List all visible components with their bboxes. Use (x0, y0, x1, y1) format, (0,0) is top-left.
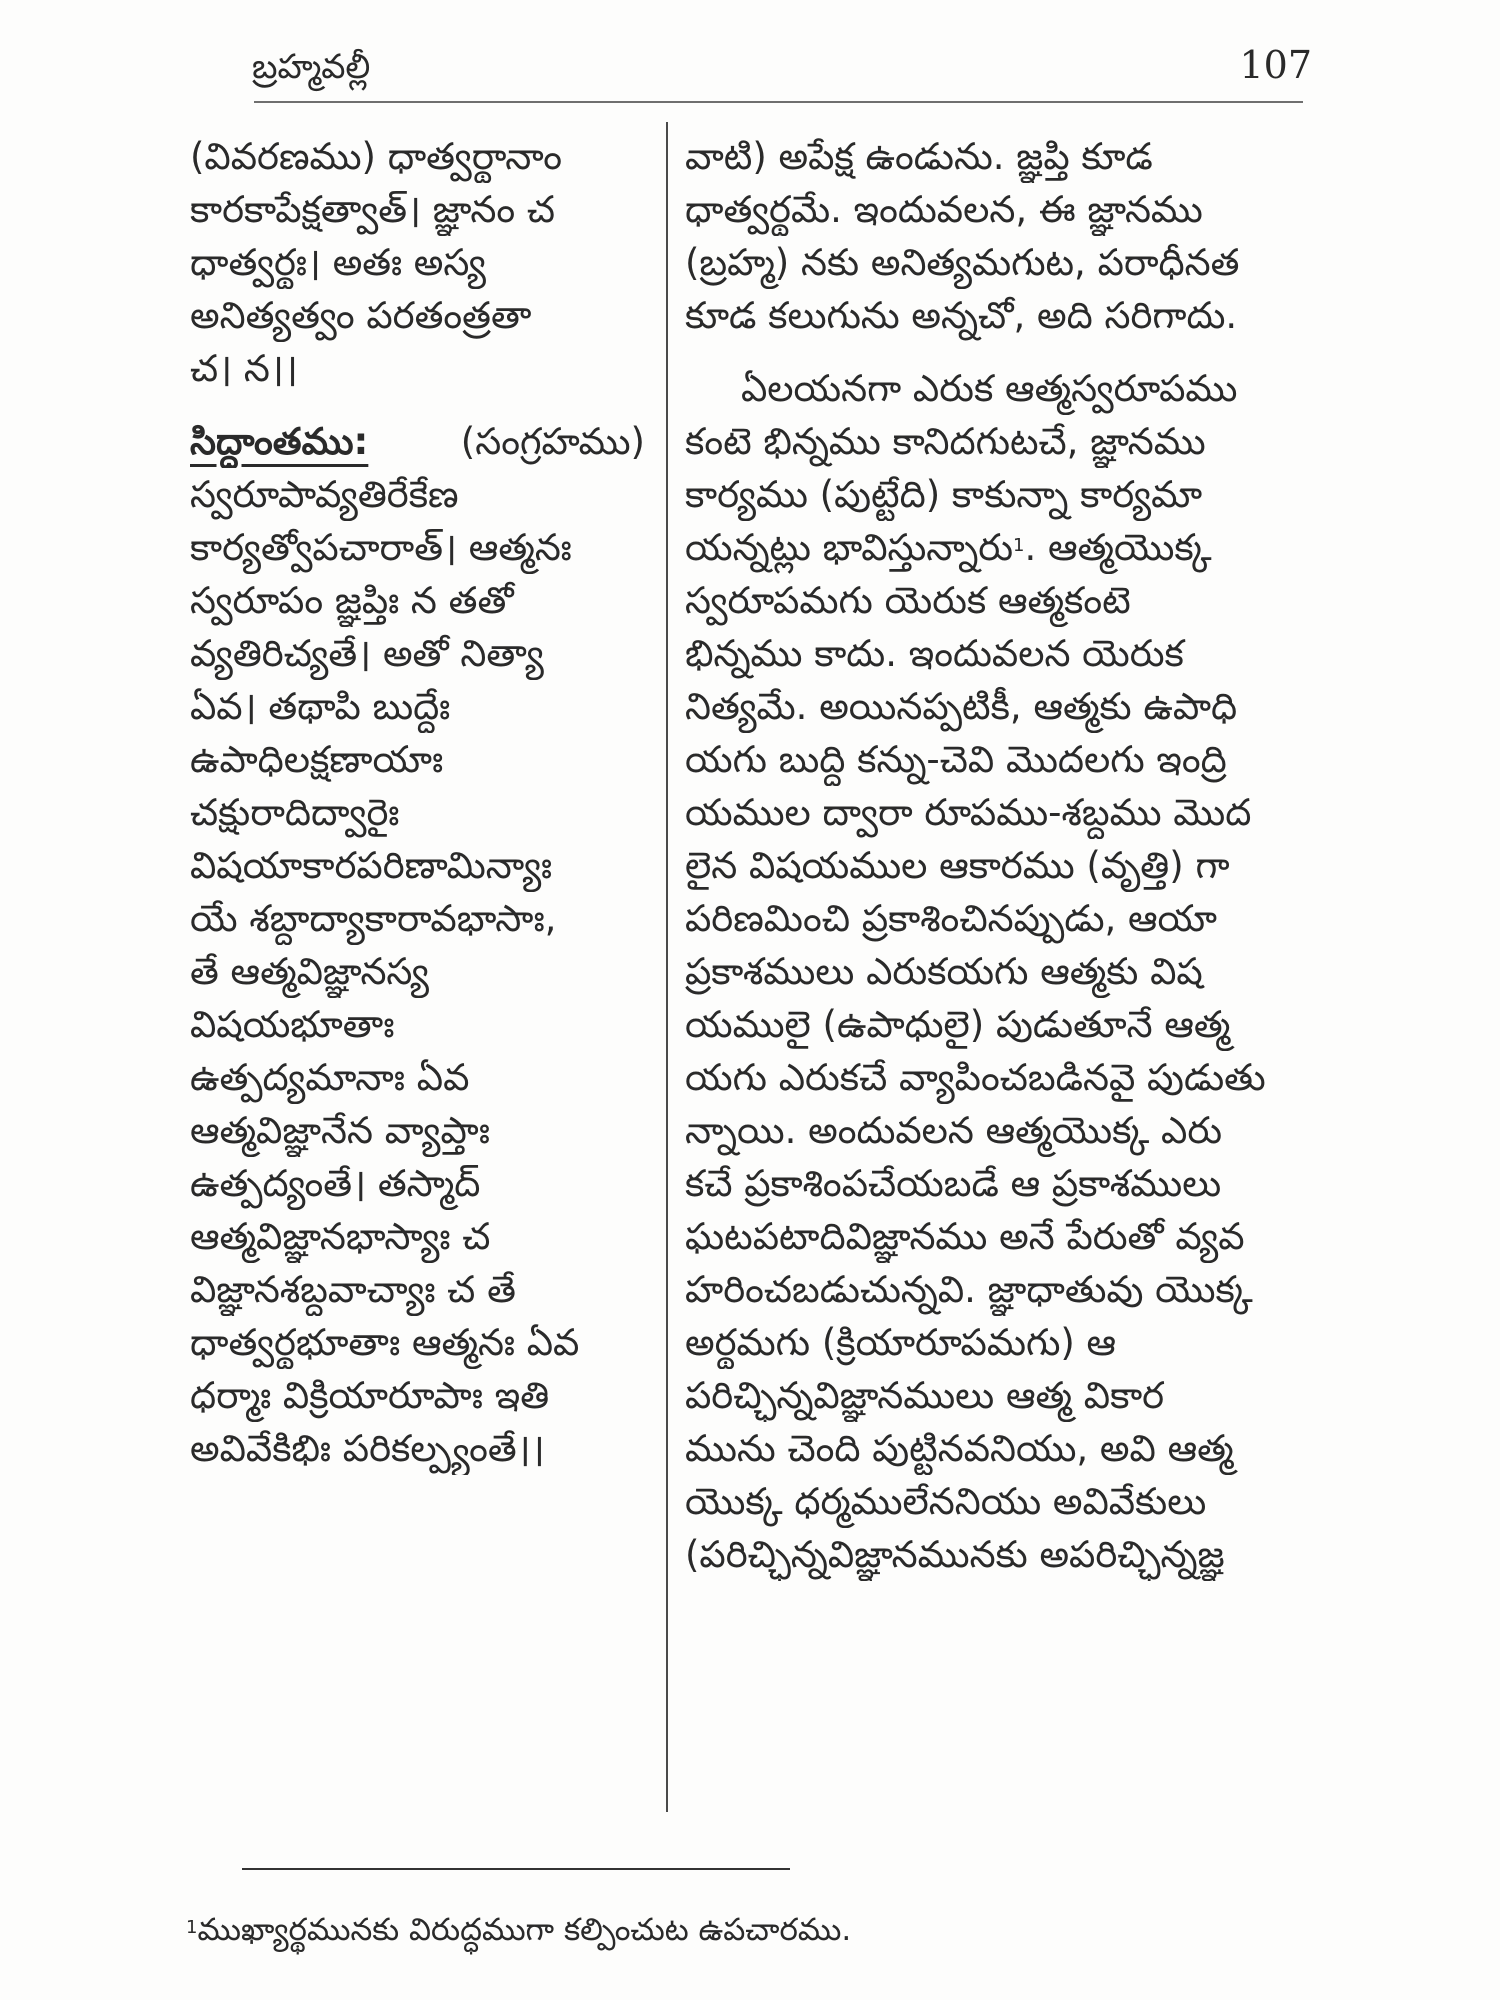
text-line: హరించబడుచున్నవి. జ్ఞాధాతువు యొక్క (685, 1268, 1253, 1311)
siddhanta-heading-line (190, 415, 645, 468)
text-line: నిత్యమే. అయినప్పటికీ, ఆత్మకు ఉపాధి (685, 685, 1238, 728)
text-line: వ్యతిరిచ్యతే। అతో నిత్యా (190, 632, 544, 675)
text-line: యే శబ్దాద్యాకారావభాసాః, (190, 897, 557, 940)
text-line (685, 1581, 1335, 1634)
footnote-text: ముఖ్యార్థమునకు విరుద్ధముగా కల్పించుట ఉపచారము. (197, 1912, 852, 1948)
siddhanta-heading-rest: (సంగ్రహము) (460, 420, 645, 463)
left-intro-paragraph (190, 130, 645, 395)
running-header-title: బ్రహ్మవల్లీ (252, 47, 371, 87)
text-line: కూడ కలుగును అన్నచో, అది సరిగాదు. (685, 294, 1238, 337)
text-line: కారకాపేక్షత్వాత్। జ్ఞానం చ (190, 188, 555, 231)
footnote-reference-marker[interactable]: 1 (1013, 535, 1025, 556)
text-line: యొక్క ధర్మములేననియు అవివేకులు (685, 1480, 1207, 1523)
text-line: భిన్నము కాదు. ఇందువలన యెరుక (685, 632, 1184, 675)
page-number: 107 (1239, 43, 1312, 87)
footnote-rule (242, 1868, 790, 1870)
column-divider (666, 122, 668, 1812)
right-paragraph-2 (685, 362, 1335, 1634)
text-line: ప్రకాశములు ఎరుకయగు ఆత్మకు విష (685, 950, 1203, 993)
header-rule (254, 101, 1303, 103)
text-line: స్వరూపావ్యతిరేకేణ (190, 473, 459, 516)
text-line: (బ్రహ్మ) నకు అనిత్యమగుట, పరాధీనత (685, 241, 1240, 284)
text-segment: యన్నట్లు భావిస్తున్నారు (685, 526, 1013, 569)
text-line: (పరిచ్ఛిన్నవిజ్ఞానమునకు అపరిచ్ఛిన్నజ్ఞ (685, 1533, 1225, 1576)
text-line: ఏవ। తథాపి బుద్ధేః (190, 685, 451, 728)
text-line: కచే ప్రకాశింపచేయబడే ఆ ప్రకాశములు (685, 1162, 1222, 1205)
text-line: ఆత్మవిజ్ఞానేన వ్యాప్తాః (190, 1109, 490, 1152)
right-paragraph-1 (685, 130, 1335, 342)
text-line: స్వరూపం జ్ఞప్తిః న తతో (190, 579, 514, 622)
text-line: ధాత్వర్థభూతాః ఆత్మనః ఏవ (190, 1321, 580, 1364)
text-line: ఆత్మవిజ్ఞానభాస్యాః చ (190, 1215, 491, 1258)
text-line: అనిత్యత్వం పరతంత్రతా (190, 294, 532, 337)
right-column (685, 130, 1335, 1634)
text-line: ఘటపటాదివిజ్ఞానము అనే పేరుతో వ్యవ (685, 1215, 1245, 1258)
text-line: చక్షురాదిద్వారైః (190, 791, 400, 834)
siddhanta-paragraph (190, 415, 645, 1475)
text-line: అవివేకిభిః పరికల్ప్యంతే।। (190, 1427, 545, 1470)
footnote-reference-line (685, 521, 1335, 574)
text-line: వాటి) అపేక్ష ఉండును. జ్ఞప్తి కూడ (685, 135, 1153, 178)
text-line: (వివరణము) ధాత్వర్థానాం (190, 135, 563, 178)
text-line: ధర్మాః విక్రియారూపాః ఇతి (190, 1374, 550, 1417)
text-line: పరిణమించి ప్రకాశించినప్పుడు, ఆయా (685, 897, 1218, 940)
text-line: స్వరూపమగు యెరుక ఆత్మకంటె (685, 579, 1131, 622)
text-line: చ। న।। (190, 347, 298, 390)
text-line: యముల ద్వారా రూపము-శబ్దము మొద (685, 791, 1252, 834)
footnote-marker: 1 (186, 1917, 198, 1938)
text-line: ఏలయనగా ఎరుక ఆత్మస్వరూపము (741, 367, 1238, 410)
text-line: న్నాయి. అందువలన ఆత్మయొక్క ఎరు (685, 1109, 1223, 1152)
text-line: విజ్ఞానశబ్దవాచ్యాః చ తే (190, 1268, 516, 1311)
text-line: విషయాకారపరిణామిన్యాః (190, 844, 553, 887)
text-line: తే ఆత్మవిజ్ఞానస్య (190, 950, 429, 993)
text-line: పరిచ్ఛిన్నవిజ్ఞానములు ఆత్మ వికార (685, 1374, 1165, 1417)
text-line: లైన విషయముల ఆకారము (వృత్తి) గా (685, 844, 1230, 887)
text-line: యములై (ఉపాధులై) పుడుతూనే ఆత్మ (685, 1003, 1231, 1046)
footnote (186, 1908, 851, 1952)
text-line: ధాత్వర్థః। అతః అస్య (190, 241, 486, 284)
text-line: యగు బుద్ధి కన్ను-చెవి మొదలగు ఇంద్రి (685, 738, 1227, 781)
text-line: మును చెంది పుట్టినవనియు, అవి ఆత్మ (685, 1427, 1234, 1470)
paragraph-gap (190, 395, 645, 415)
text-line: ధాత్వర్థమే. ఇందువలన, ఈ జ్ఞానము (685, 188, 1203, 231)
text-line: యగు ఎరుకచే వ్యాపించబడినవై పుడుతు (685, 1056, 1266, 1099)
text-line: కార్యము (పుట్టేది) కాకున్నా కార్యమా (685, 473, 1203, 516)
text-line: కార్యత్వోపచారాత్। ఆత్మనః (190, 526, 572, 569)
text-line: ఉత్పద్యంతే। తస్మాద్ (190, 1162, 481, 1205)
text-segment: . ఆత్మయొక్క (1024, 526, 1212, 569)
text-line: అర్థమగు (క్రియారూపమగు) ఆ (685, 1321, 1117, 1364)
siddhanta-heading: సిద్ధాంతము: (190, 420, 369, 463)
text-line: ఉత్పద్యమానాః ఏవ (190, 1056, 470, 1099)
paragraph-gap (685, 342, 1335, 362)
left-column (190, 130, 645, 1475)
text-line: కంటె భిన్నము కానిదగుటచే, జ్ఞానము (685, 420, 1206, 463)
text-line: ఉపాధిలక్షణాయాః (190, 738, 444, 781)
text-line: విషయభూతాః (190, 1003, 395, 1046)
